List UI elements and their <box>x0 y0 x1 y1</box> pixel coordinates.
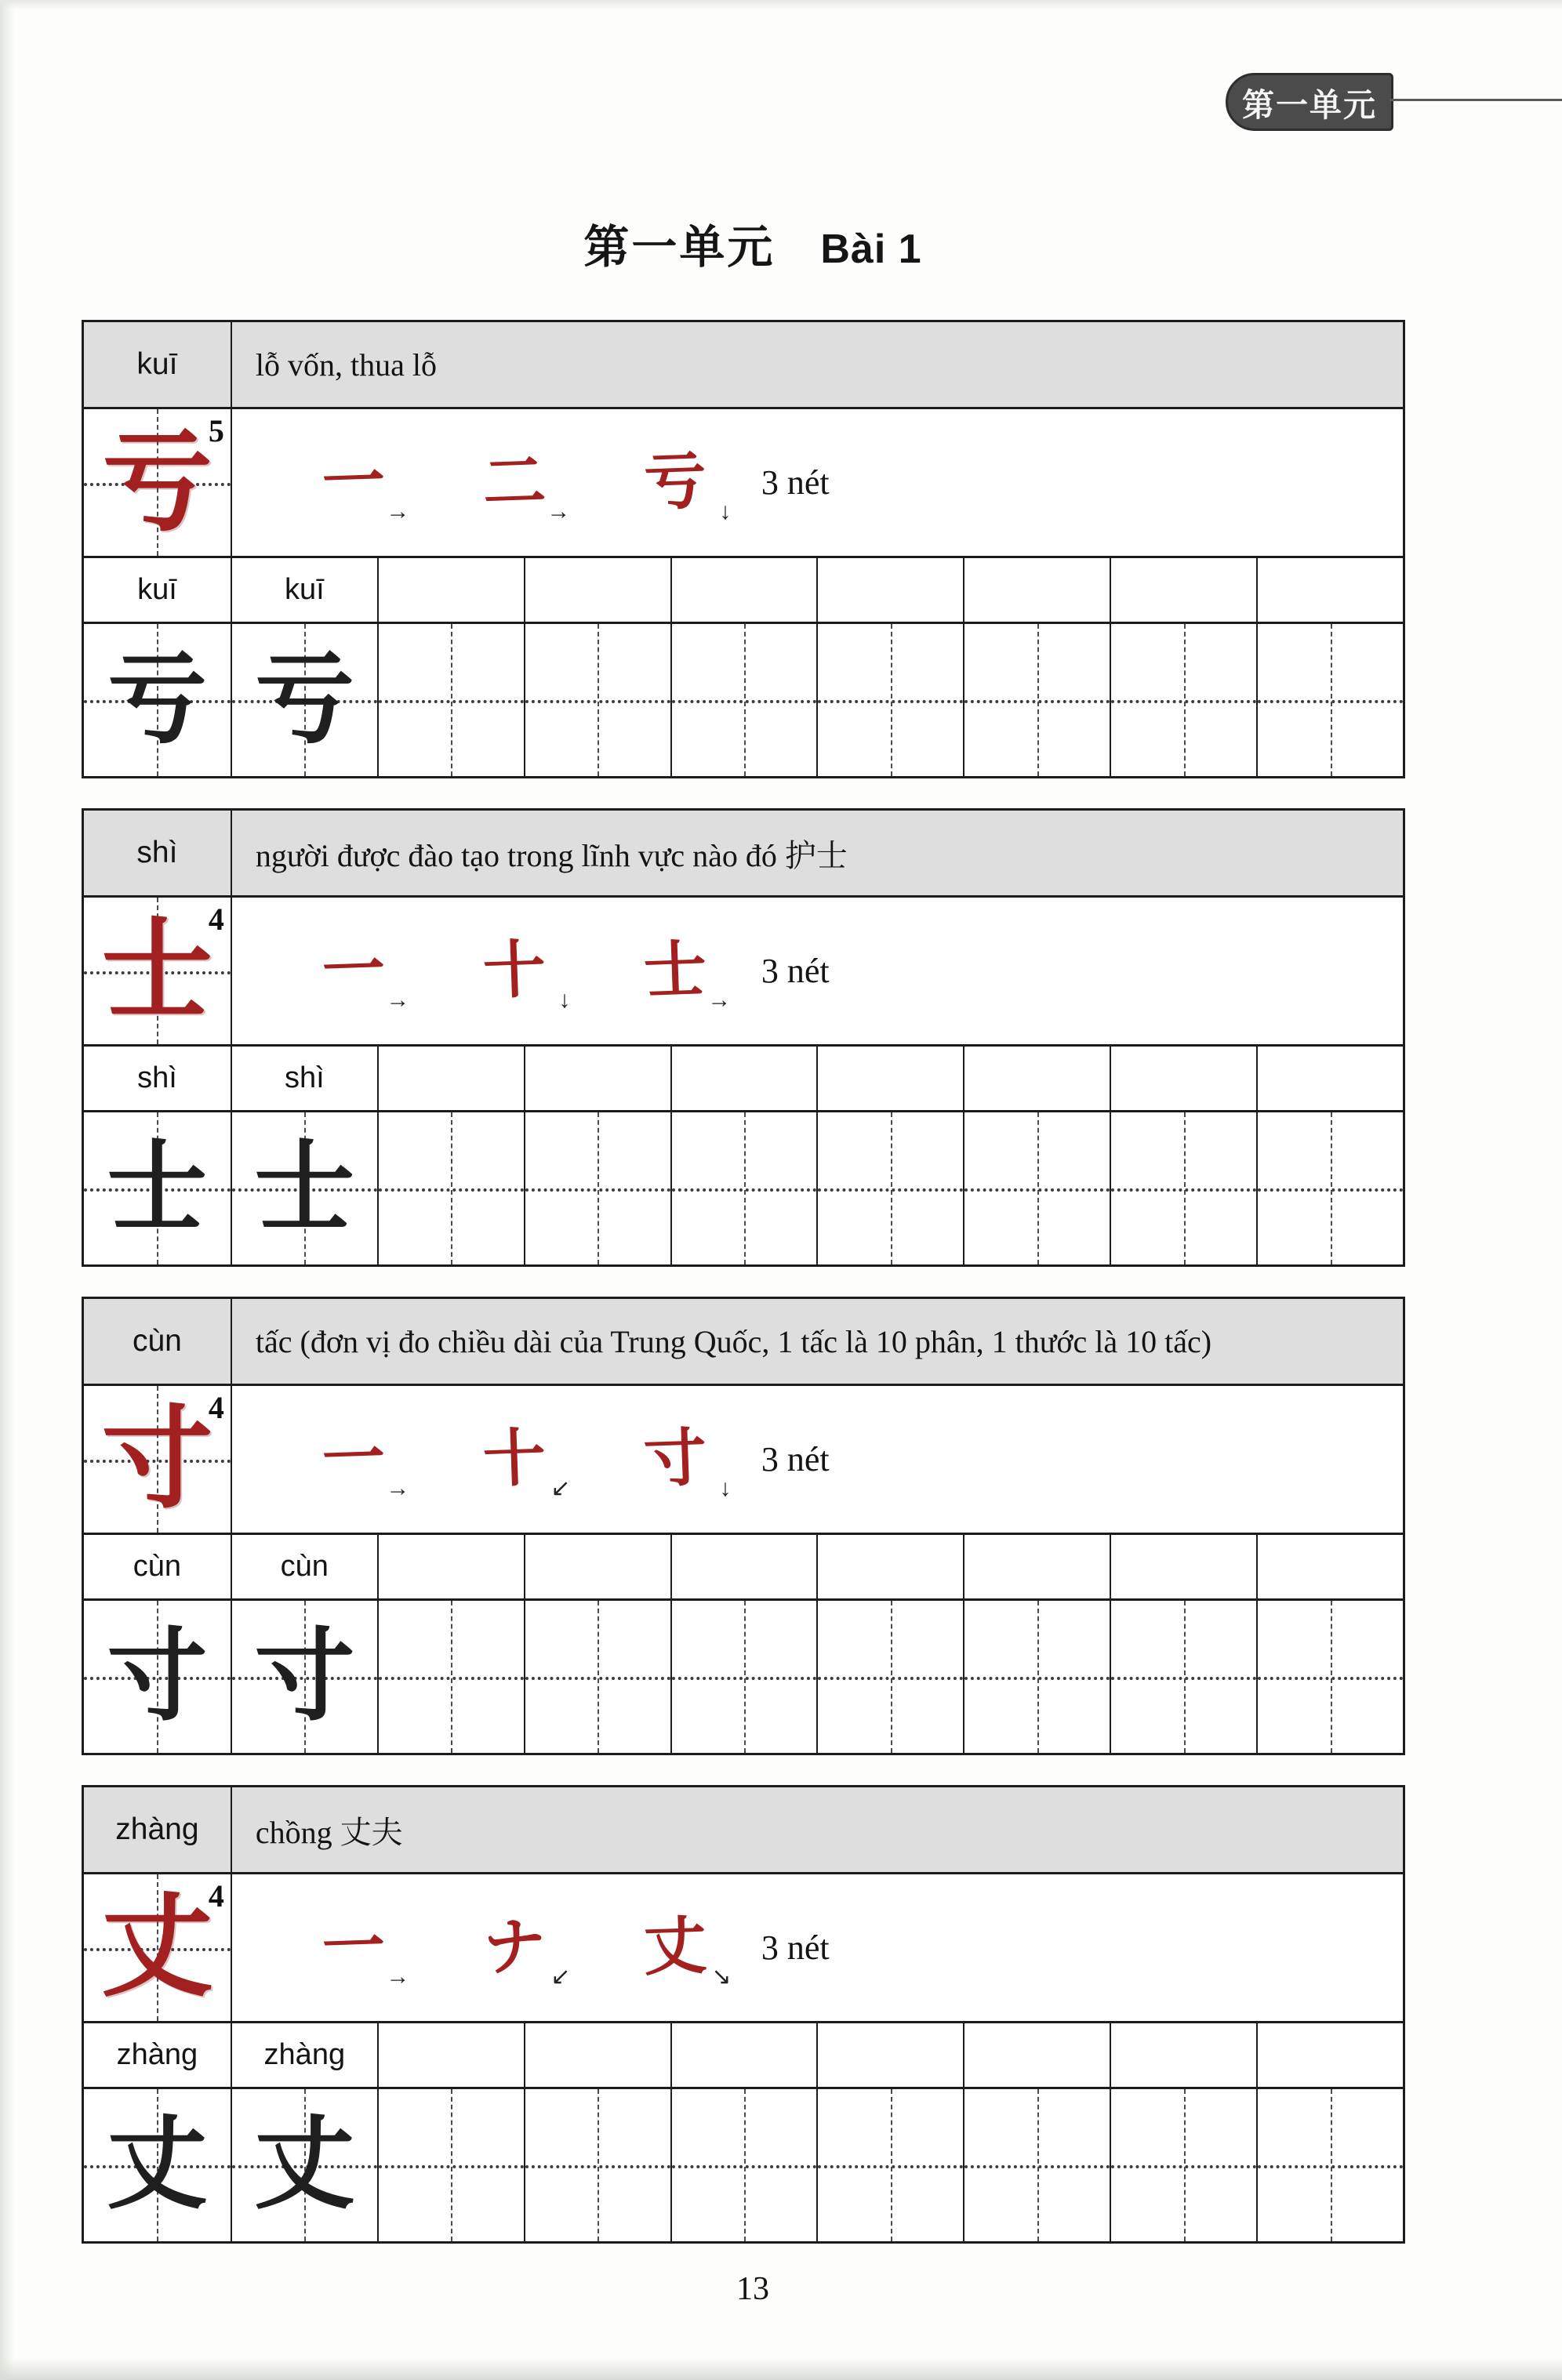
pinyin-practice-cell <box>524 558 670 622</box>
head-pinyin: cùn <box>132 1324 182 1358</box>
pinyin-practice-row <box>84 1533 1403 1598</box>
character-practice-cell <box>1110 1601 1256 1753</box>
character-practice-cell <box>231 624 377 776</box>
pinyin-practice-cell <box>816 2023 963 2087</box>
stroke-step: 二 → <box>481 447 571 524</box>
corner-number: 4 <box>208 1878 224 1914</box>
main-character: 丈 <box>101 1885 213 2010</box>
character-practice-cell <box>231 1112 377 1264</box>
stroke-order-cell <box>231 1874 1403 2021</box>
character-practice-cell <box>1256 2089 1403 2241</box>
pinyin-practice-cell <box>1110 558 1256 622</box>
main-character-cell <box>84 1874 231 2021</box>
corner-number: 5 <box>208 413 224 448</box>
character-practice-cell <box>816 1112 963 1264</box>
pinyin-practice-cell: cùn <box>84 1535 231 1598</box>
main-character: 士 <box>101 909 213 1033</box>
pinyin-practice-cell <box>1256 1535 1403 1598</box>
stroke-direction-arrow-icon: → <box>386 1963 410 1990</box>
pinyin-practice-cell <box>524 1047 670 1110</box>
page-number: 13 <box>736 2271 769 2307</box>
character-practice-cell <box>1256 1112 1403 1264</box>
stroke-direction-arrow-icon: → <box>547 498 571 524</box>
character-practice-cell <box>670 2089 817 2241</box>
character-practice-cell <box>84 1601 231 1753</box>
pinyin-practice-cell <box>377 1535 524 1598</box>
practice-blocks <box>82 320 1405 2273</box>
scan-edge-left <box>0 0 14 2380</box>
character-practice-cell <box>963 624 1110 776</box>
character-practice-cell <box>1110 1112 1256 1264</box>
character-practice-cell <box>1256 624 1403 776</box>
definition: tấc (đơn vị đo chiều dài của Trung Quốc, 1 tấc là 10 phân, 1 thước là 10 tấc) <box>231 1299 1403 1384</box>
pinyin-practice-cell <box>524 2023 670 2087</box>
stroke-direction-arrow-icon: → <box>707 986 732 1013</box>
definition: người được đào tạo trong lĩnh vực nào đó 护士 <box>231 811 1403 895</box>
practice-character: 亏 <box>254 644 355 756</box>
stroke-step: 丈 ↘ <box>642 1912 732 1990</box>
character-block <box>82 808 1405 1267</box>
unit-badge-label: 第一单元 <box>1242 86 1377 123</box>
pinyin-practice-cell <box>1256 2023 1403 2087</box>
pinyin-practice-cell <box>1256 1047 1403 1110</box>
character-practice-cell <box>963 1601 1110 1753</box>
character-practice-cell <box>963 2089 1110 2241</box>
pinyin-practice-cell: cùn <box>231 1535 377 1598</box>
definition: lỗ vốn, thua lỗ <box>231 322 1403 407</box>
pinyin-practice-cell <box>670 1535 817 1598</box>
pinyin-practice-cell <box>963 1535 1110 1598</box>
stroke-count-label: 3 nét <box>761 1440 830 1478</box>
practice-character: 寸 <box>107 1621 208 1732</box>
stroke-direction-arrow-icon: ↙ <box>550 1963 571 1990</box>
practice-character: 士 <box>254 1133 355 1244</box>
pinyin-practice-cell: kuī <box>84 558 231 622</box>
main-character-cell <box>84 898 231 1044</box>
pinyin-practice-row <box>84 2021 1403 2087</box>
pinyin-practice-cell <box>670 2023 817 2087</box>
pinyin-practice-cell <box>670 1047 817 1110</box>
character-block <box>82 1785 1405 2244</box>
stroke-count-label: 3 nét <box>761 463 830 502</box>
character-practice-cell <box>1110 2089 1256 2241</box>
character-practice-cell <box>816 624 963 776</box>
pinyin-practice-cell <box>1110 1535 1256 1598</box>
main-character-cell <box>84 1386 231 1533</box>
stroke-step: 一 → <box>321 447 410 524</box>
character-practice-cell <box>231 2089 377 2241</box>
definition: chồng 丈夫 <box>231 1787 1403 1872</box>
practice-character: 丈 <box>254 2110 355 2221</box>
stroke-direction-arrow-icon: → <box>386 1475 410 1501</box>
stroke-direction-arrow-icon: → <box>386 498 410 524</box>
pinyin-practice-cell <box>377 558 524 622</box>
character-practice-cell <box>231 1601 377 1753</box>
stroke-direction-arrow-icon: ↓ <box>558 986 571 1013</box>
stroke-direction-arrow-icon: ↙ <box>550 1475 571 1501</box>
pinyin-practice-cell: zhàng <box>84 2023 231 2087</box>
stroke-order-cell <box>231 409 1403 556</box>
stroke-direction-arrow-icon: → <box>386 986 410 1013</box>
head-pinyin: shì <box>136 836 178 869</box>
pinyin-practice-cell <box>670 558 817 622</box>
character-practice-cell <box>377 1601 524 1753</box>
character-practice-cell <box>670 1601 817 1753</box>
character-practice-cell <box>377 1112 524 1264</box>
character-practice-cell <box>524 2089 670 2241</box>
main-character-cell <box>84 409 231 556</box>
head-pinyin: zhàng <box>115 1812 199 1846</box>
character-practice-cell <box>84 624 231 776</box>
pinyin-practice-cell: zhàng <box>231 2023 377 2087</box>
stroke-step: ナ ↙ <box>481 1912 571 1990</box>
pinyin-practice-cell <box>1110 1047 1256 1110</box>
character-practice-cell <box>524 1601 670 1753</box>
main-character: 寸 <box>101 1397 213 1522</box>
block-header-row <box>84 811 1403 895</box>
stroke-order-row <box>84 407 1403 556</box>
character-practice-cell <box>816 1601 963 1753</box>
pinyin-practice-cell <box>1110 2023 1256 2087</box>
corner-number: 4 <box>208 1390 224 1425</box>
character-practice-row <box>84 1598 1403 1753</box>
character-practice-row <box>84 1110 1403 1264</box>
pinyin-practice-row <box>84 1044 1403 1110</box>
stroke-step: 士 → <box>642 935 732 1013</box>
stroke-step: 一 → <box>321 1912 410 1990</box>
character-practice-cell <box>670 1112 817 1264</box>
block-header-row <box>84 1787 1403 1872</box>
stroke-step: 十 ↙ <box>481 1424 571 1501</box>
pinyin-practice-cell <box>963 1047 1110 1110</box>
stroke-count-label: 3 nét <box>761 952 830 990</box>
stroke-step: 亏 ↓ <box>642 447 732 524</box>
stroke-direction-arrow-icon: ↘ <box>711 1963 732 1990</box>
main-character: 亏 <box>101 420 213 545</box>
stroke-count-label: 3 nét <box>761 1928 830 1967</box>
badge-rule-line <box>1389 99 1562 101</box>
title-chinese: 第一单元 <box>583 222 776 273</box>
pinyin-practice-cell <box>377 1047 524 1110</box>
stroke-step: 寸 ↓ <box>642 1424 732 1501</box>
practice-character: 寸 <box>254 1621 355 1732</box>
character-practice-row <box>84 2087 1403 2241</box>
character-practice-cell <box>377 624 524 776</box>
pinyin-practice-cell <box>816 1535 963 1598</box>
character-practice-cell <box>524 1112 670 1264</box>
pinyin-practice-cell <box>1256 558 1403 622</box>
character-practice-cell <box>1256 1601 1403 1753</box>
stroke-step: 一 → <box>321 1424 410 1501</box>
character-practice-cell <box>84 2089 231 2241</box>
character-practice-cell <box>670 624 817 776</box>
scan-edge-top <box>0 0 1562 9</box>
practice-character: 丈 <box>107 2110 208 2221</box>
stroke-order-cell <box>231 898 1403 1044</box>
character-block <box>82 320 1405 778</box>
pinyin-practice-cell <box>524 1535 670 1598</box>
character-practice-cell <box>84 1112 231 1264</box>
character-practice-row <box>84 622 1403 776</box>
character-practice-cell <box>1110 624 1256 776</box>
pinyin-practice-cell <box>377 2023 524 2087</box>
stroke-order-row <box>84 1872 1403 2021</box>
stroke-direction-arrow-icon: ↓ <box>719 1475 732 1501</box>
scan-edge-bottom <box>0 2358 1562 2380</box>
character-practice-cell <box>377 2089 524 2241</box>
corner-number: 4 <box>208 902 224 937</box>
pinyin-practice-cell: shì <box>231 1047 377 1110</box>
pinyin-practice-cell: shì <box>84 1047 231 1110</box>
title-lesson: Bài 1 <box>820 227 922 272</box>
character-practice-cell <box>524 624 670 776</box>
page-title <box>0 210 1506 276</box>
stroke-step: 一 → <box>321 935 410 1013</box>
block-header-row <box>84 1299 1403 1384</box>
head-pinyin: kuī <box>136 347 178 381</box>
pinyin-practice-cell <box>963 2023 1110 2087</box>
pinyin-practice-cell: kuī <box>231 558 377 622</box>
block-header-row <box>84 322 1403 407</box>
practice-character: 士 <box>107 1133 208 1244</box>
unit-badge <box>1226 73 1393 131</box>
pinyin-practice-cell <box>963 558 1110 622</box>
character-block <box>82 1297 1405 1755</box>
stroke-order-cell <box>231 1386 1403 1533</box>
pinyin-practice-cell <box>816 558 963 622</box>
character-practice-cell <box>963 1112 1110 1264</box>
pinyin-practice-row <box>84 556 1403 622</box>
stroke-direction-arrow-icon: ↓ <box>719 498 732 524</box>
practice-character: 亏 <box>107 644 208 756</box>
pinyin-practice-cell <box>816 1047 963 1110</box>
stroke-order-row <box>84 895 1403 1044</box>
stroke-step: 十 ↓ <box>481 935 571 1013</box>
character-practice-cell <box>816 2089 963 2241</box>
stroke-order-row <box>84 1384 1403 1533</box>
